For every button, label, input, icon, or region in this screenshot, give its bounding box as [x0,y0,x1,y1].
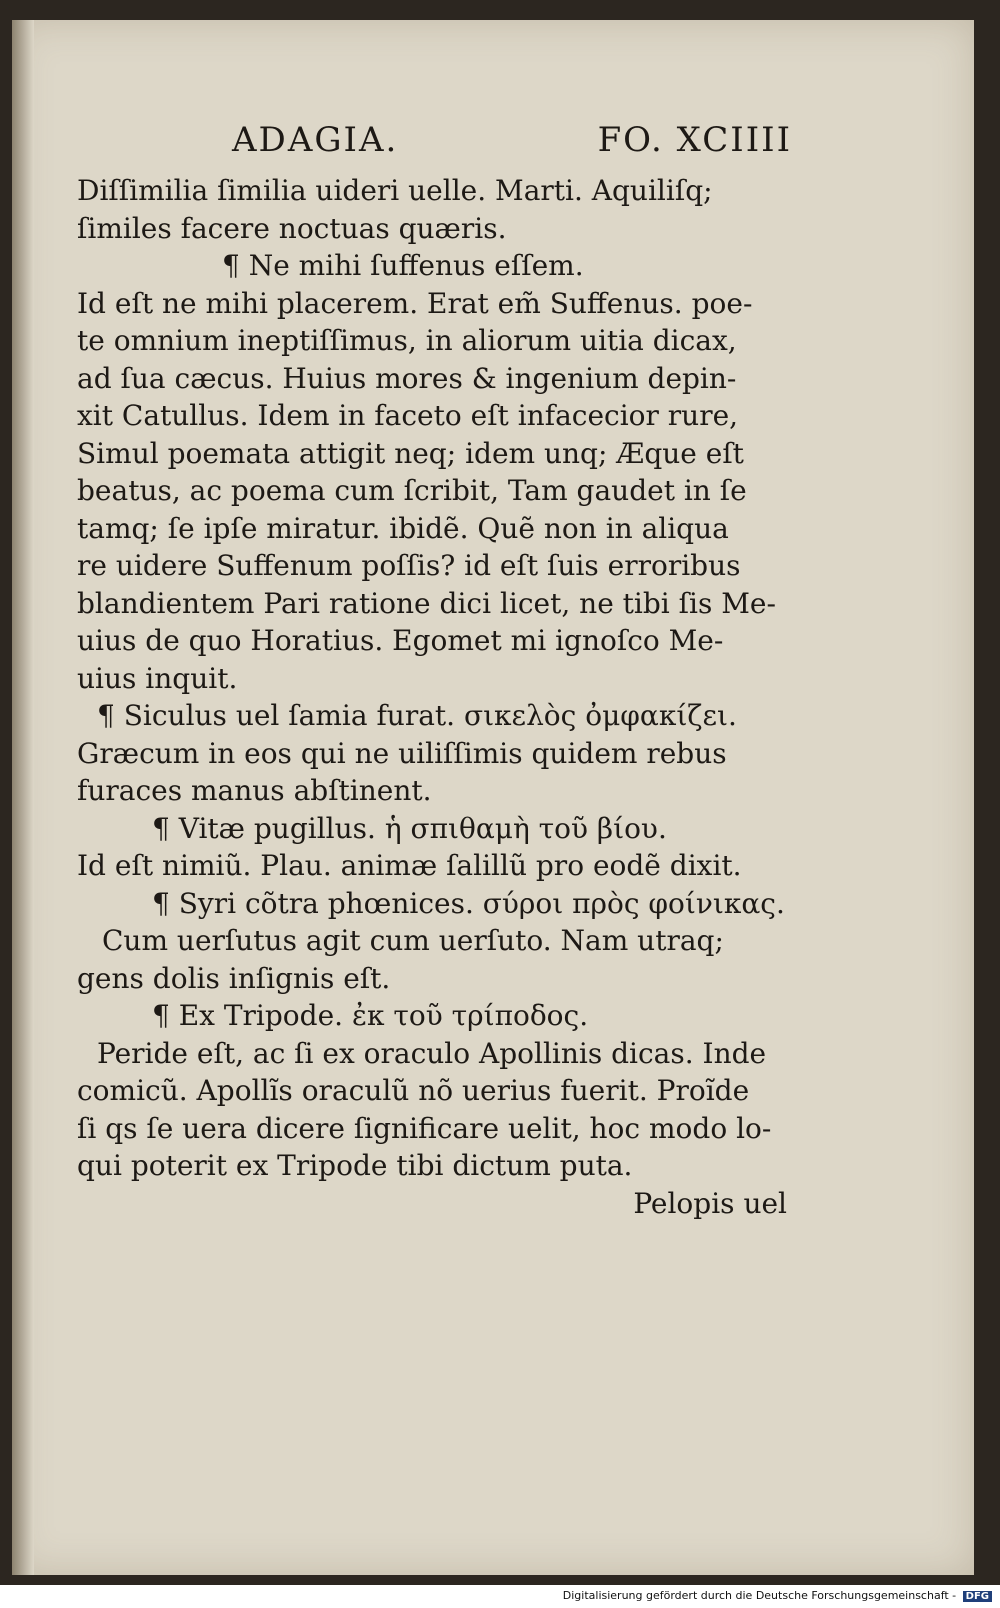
text-line: re uidere Suffenum poſſis? id eſt ſuis erroribus [77,549,741,582]
text-line: Simul poemata attigit neq; idem unq; Æque eſt [77,436,744,470]
text-line: beatus, ac poema cum ſcribit, Tam gaudet in ſe [77,474,747,507]
adage-heading: ¶ Ex Tripode. ἐκ τοῦ τρίποδος. [152,999,589,1032]
header-title: ADAGIA. [232,120,399,160]
running-header [77,120,797,172]
text-line: xit Catullus. Idem in faceto eſt infacecior rure, [77,399,739,432]
text-line: blandientem Pari ratione dici licet, ne tibi ſis Me- [77,586,776,620]
text-line: uius inquit. [77,661,238,695]
text-line: furaces manus abſtinent. [77,774,432,807]
dfg-logo: DFG [963,1591,992,1602]
text-line: Cum uerſutus agit cum uerſuto. Nam utraq; [102,924,724,957]
text-line: tamq; ſe ipſe miratur. ibidẽ. Quẽ non in aliqua [77,511,729,545]
adage-heading: ¶ Vitæ pugillus. ἡ σπιθαμὴ τοῦ βίου. [152,811,667,845]
text-line: Diſſimilia ſimilia uideri uelle. Marti. Aquiliſq; [77,174,713,207]
adage-heading: ¶ Syri cõtra phœnices. σύροι πρὸς φοίνικας. [152,886,785,920]
text-line: qui poterit ex Tripode tibi dictum puta. [77,1149,633,1182]
text-line: ſi qs ſe uera dicere ſignificare uelit, hoc modo lo- [77,1111,772,1145]
text-line: comicũ. Apollĩs oraculũ nõ uerius fuerit. Proĩde [77,1074,750,1107]
text-line: gens dolis inſignis eſt. [77,961,391,995]
text-line: Id eſt ne mihi placerem. Erat em̃ Suffenus. poe- [77,286,753,320]
text-line: te omnium ineptiſſimus, in aliorum uitia dicax, [77,324,737,357]
folio-number: FO. XCIIII [597,120,792,160]
digitization-credit [563,1589,992,1602]
text-line: ſimiles facere noctuas quæris. [77,211,507,245]
page-gutter-shadow [12,20,34,1575]
catchword: Pelopis uel [633,1186,787,1220]
text-line: uius de quo Horatius. Egomet mi ignoſco Me- [77,624,724,657]
text-line: Græcum in eos qui ne uiliſſimis quidem rebus [77,736,727,770]
text-line: ad ſua cæcus. Huius mores & ingenium depin- [77,361,737,395]
adage-heading: ¶ Siculus uel ſamia furat. σικελὸς ὀμφακίζει. [97,699,737,732]
book-page [12,20,974,1575]
adage-heading: ¶ Ne mihi ſuffenus eſſem. [222,249,584,282]
page-text [77,120,797,1222]
text-line: Id eſt nimiũ. Plau. animæ ſalillũ pro eodẽ dixit. [77,849,742,882]
text-line: Peride eſt, ac ſi ex oraculo Apollinis dicas. Inde [97,1036,767,1070]
credit-text: Digitalisierung gefördert durch die Deutsche Forschungsgemeinschaft - [562,1589,957,1602]
